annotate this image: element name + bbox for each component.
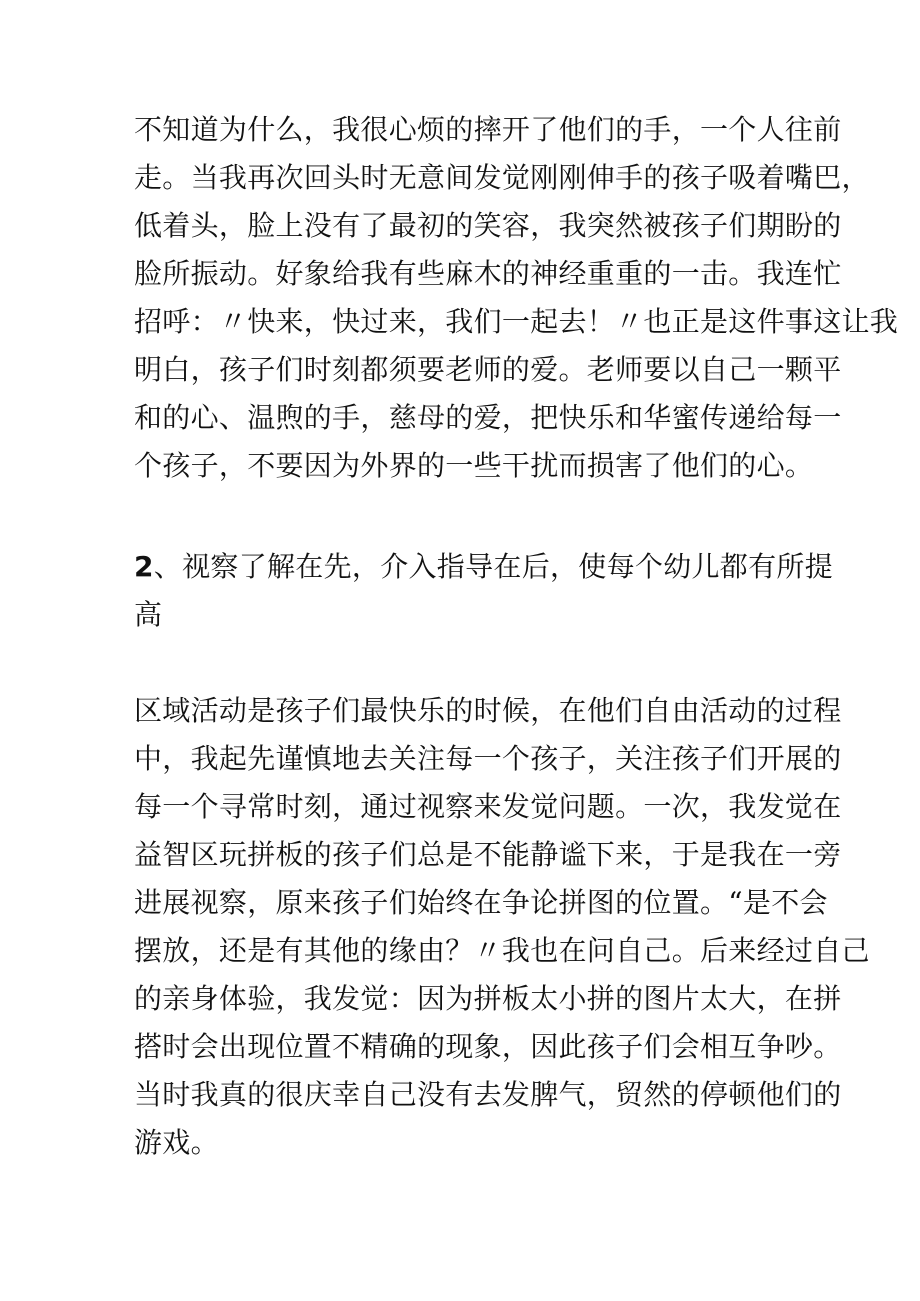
heading-text: 、视察了解在先，介入指导在后，使每个幼儿都有所提 xyxy=(153,550,833,583)
text-line: 区域活动是孩子们最快乐的时候，在他们自由活动的过程 xyxy=(134,694,842,727)
text-line: 益智区玩拼板的孩子们总是不能静谧下来，于是我在一旁 xyxy=(134,838,842,871)
text-line: 不知道为什么，我很心烦的摔开了他们的手，一个人往前 xyxy=(134,113,842,146)
text-line: 招呼：〃快来，快过来，我们一起去！〃也正是这件事这让我 xyxy=(134,305,899,338)
text-line: 游戏。 xyxy=(134,1126,219,1159)
text-line: 脸所振动。好象给我有些麻木的神经重重的一击。我连忙 xyxy=(134,257,842,290)
text-line: 进展视察，原来孩子们始终在争论拼图的位置。“是不会 xyxy=(134,886,828,919)
text-line: 的亲身体验，我发觉：因为拼板太小拼的图片太大，在拼 xyxy=(134,982,842,1015)
section-heading-2 xyxy=(134,543,833,639)
paragraph-1 xyxy=(134,106,899,490)
text-line: 个孩子，不要因为外界的一些干扰而损害了他们的心。 xyxy=(134,449,814,482)
text-line: 走。当我再次回头时无意间发觉刚刚伸手的孩子吸着嘴巴， xyxy=(134,161,870,194)
text-line: 搭时会出现位置不精确的现象，因此孩子们会相互争吵。 xyxy=(134,1030,842,1063)
text-line: 低着头，脸上没有了最初的笑容，我突然被孩子们期盼的 xyxy=(134,209,842,242)
text-line: 每一个寻常时刻，通过视察来发觉问题。一次，我发觉在 xyxy=(134,790,842,823)
heading-line: 高 xyxy=(134,598,163,631)
text-line: 当时我真的很庆幸自己没有去发脾气，贸然的停顿他们的 xyxy=(134,1078,842,1111)
text-line: 和的心、温煦的手，慈母的爱，把快乐和华蜜传递给每一 xyxy=(134,401,842,434)
text-line: 明白，孩子们时刻都须要老师的爱。老师要以自己一颗平 xyxy=(134,353,842,386)
heading-line xyxy=(134,543,833,591)
text-line: 摆放，还是有其他的缘由？〃我也在问自己。后来经过自己 xyxy=(134,934,870,967)
text-line: 中，我起先谨慎地去关注每一个孩子，关注孩子们开展的 xyxy=(134,742,842,775)
section-number: 2 xyxy=(134,550,154,583)
paragraph-3 xyxy=(134,687,870,1167)
